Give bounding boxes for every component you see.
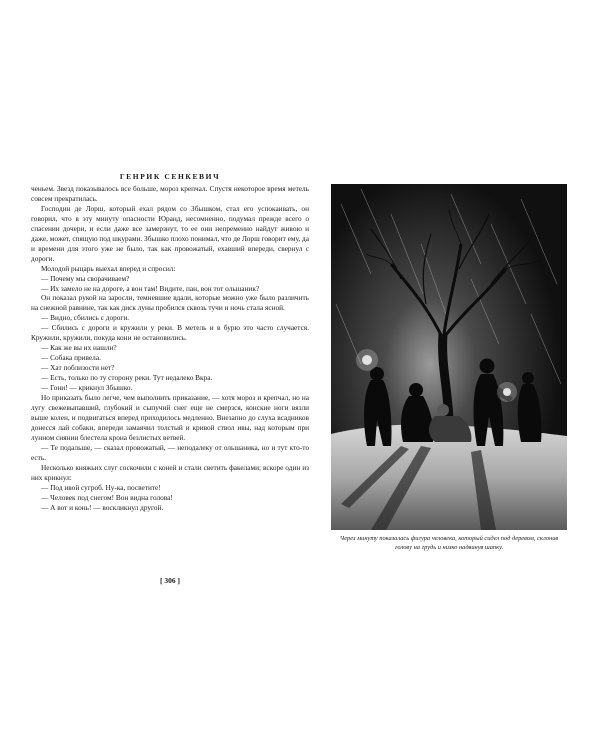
paragraph: — Почему мы сворачиваем? <box>41 273 130 283</box>
paragraph: — А вот и конь! — воскликнул другой. <box>41 502 164 512</box>
paragraph: — Как же вы их нашли? <box>41 343 117 353</box>
paragraph: — Хат поблизости нет? <box>41 363 115 373</box>
paragraph: Молодой рыцарь выехал вперед и спросил: <box>41 263 176 273</box>
paragraph: — Под ивой сугроб. Ну-ка, посветите! <box>41 482 161 492</box>
illustration-drawing <box>331 184 567 530</box>
paragraph: — Видно, сбились с дороги. <box>41 313 130 323</box>
page-number: [ 306 ] <box>160 576 180 585</box>
paragraph: — Те подальше, — сказал провожатый, — неподалеку от ольшаника, но и тут кто-то есть. <box>31 442 309 462</box>
paragraph: — Гони! — крикнул Збышко. <box>41 383 133 393</box>
running-head: ГЕНРИК СЕНКЕВИЧ <box>119 172 221 181</box>
paragraph: Но приказать было легче, чем выполнить приказание, — хотя мороз и крепчал, но на лугу свежевыпавший, глубокий и сыпучий снег еще не смерзся, конские ноги вязли выше колен, и подвигаться вперед приходилось медленно. Внезапно до слуха всадников донесся лай собаки, впереди замаячил толстый и кривой ствол ивы, над которым при лунном сиянии блестела крона безлистых ветвей. <box>31 393 309 442</box>
paragraph: Несколько княжьих слуг соскочили с коней и стали светить факелами; вскоре один из них крикнул: <box>31 462 309 482</box>
paragraph: — Собака привела. <box>41 353 101 363</box>
paragraph: — Человек под снегом! Вон видна голова! <box>41 492 173 502</box>
paragraph: ченьем. Звезд показывалось все больше, мороз крепчал. Спустя некоторое время метель совсем прекратилась. <box>31 184 309 203</box>
paragraph: Господин де Лорш, который ехал рядом со Збышком, стал его успокаивать, он говорил, что в эту минуту опасности Юранд, несомненно, подумал прежде всего о спасении дочери, и если даже все замерзнут, то ее они непременно найдут живою и даже, может, спящую под шкурами. Збышко плохо понимал, что де Лорш говорит ему, да и времени для этого уже не было, так как провожатый, ехавший впереди, свернул с дороги. <box>31 203 309 263</box>
paragraph: Он показал рукой на заросли, темневшие вдали, которые можно уже было различить на снежной равнине, так как диск луны пробился сквозь тучи и ночь стала ясной. <box>31 293 309 313</box>
illustration <box>331 184 567 530</box>
text-column <box>31 184 309 512</box>
paragraph: — Сбились с дороги и кружили у реки. В метель и в бурю это часто случается. Кружили, кружили, покуда кони не остановились. <box>31 323 309 343</box>
illustration-caption: Через минуту показалась фигура человека, который сидел под деревом, склонив голову на грудь и низко надвинув шапку. <box>339 535 559 551</box>
paragraph: — Есть, только по ту сторону реки. Тут недалеко Вкра. <box>41 373 213 383</box>
paragraph: — Их замело не на дороге, а вон там! Видите, пан, вон тот ольшаник? <box>41 283 260 293</box>
